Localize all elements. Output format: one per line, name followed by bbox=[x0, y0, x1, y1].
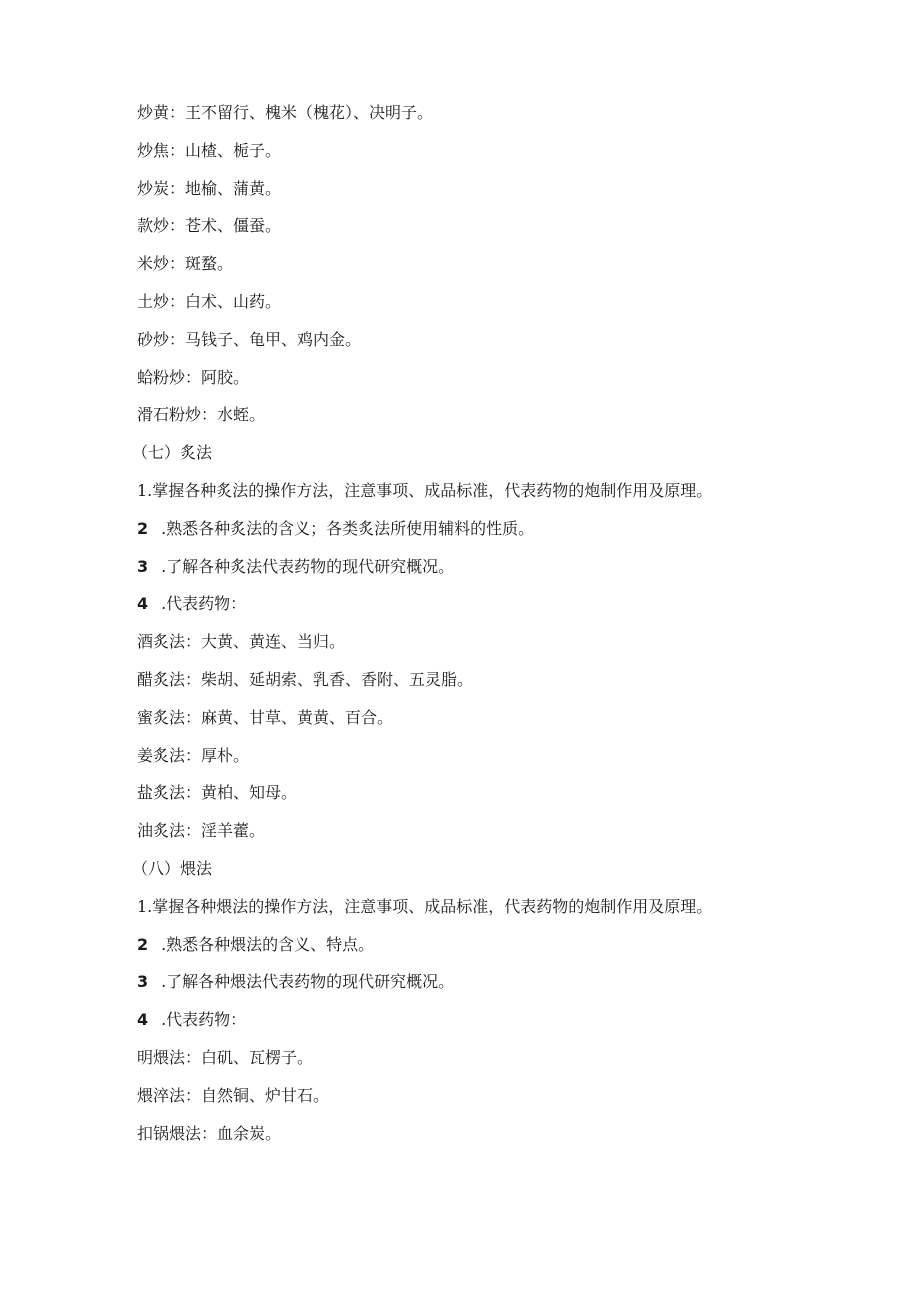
text-line: 砂炒：马钱子、龟甲、鸡内金。 bbox=[137, 329, 362, 349]
list-number: 4 bbox=[137, 1010, 149, 1030]
list-item-4 bbox=[137, 591, 837, 629]
text-line: 煨淬法：自然铜、炉甘石。 bbox=[137, 1085, 330, 1105]
list-number: 2 bbox=[137, 934, 149, 954]
text-line: 盐炙法：黄柏、知母。 bbox=[137, 783, 298, 803]
list-item-text: .了解各种炙法代表药物的现代研究概况。 bbox=[156, 556, 455, 576]
text-line: 炒焦：山楂、栀子。 bbox=[137, 140, 282, 160]
list-number: 2 bbox=[137, 518, 149, 538]
list-item-text: .了解各种煨法代表药物的现代研究概况。 bbox=[156, 972, 455, 992]
list-number: 3 bbox=[137, 972, 149, 992]
list-number: 3 bbox=[137, 556, 149, 576]
list-item-text: .熟悉各种炙法的含义；各类炙法所使用辅料的性质。 bbox=[156, 518, 535, 538]
text-line: 油炙法：淫羊藿。 bbox=[137, 821, 266, 841]
list-item-4 bbox=[137, 1007, 837, 1045]
text-line: 米炒：斑蝥。 bbox=[137, 254, 234, 274]
list-number: 4 bbox=[137, 594, 149, 614]
text-line: 醋炙法：柴胡、延胡索、乳香、香附、五灵脂。 bbox=[137, 669, 474, 689]
text-line: 土炒：白术、山药。 bbox=[137, 291, 282, 311]
list-item-1: 1.掌握各种煨法的操作方法，注意事项、成品标准，代表药物的炮制作用及原理。 bbox=[137, 896, 713, 916]
list-item-2 bbox=[137, 516, 837, 554]
list-item-text: .熟悉各种煨法的含义、特点。 bbox=[156, 934, 375, 954]
text-line: 款炒：苍术、僵蚕。 bbox=[137, 216, 282, 236]
document-body bbox=[132, 100, 837, 1158]
text-line: 扣锅煨法：血余炭。 bbox=[137, 1123, 282, 1143]
text-line: 炒黄：王不留行、槐米（槐花）、决明子。 bbox=[137, 103, 434, 122]
text-line: 蜜炙法：麻黄、甘草、黄黄、百合。 bbox=[137, 707, 394, 727]
text-line: 蛤粉炒：阿胶。 bbox=[137, 367, 250, 387]
text-line: 明煨法：白矶、瓦楞子。 bbox=[137, 1047, 314, 1067]
text-line: 姜炙法：厚朴。 bbox=[137, 745, 250, 765]
text-line: 炒炭：地榆、蒲黄。 bbox=[137, 178, 282, 198]
list-item-text: .代表药物： bbox=[156, 594, 247, 614]
list-item-1: 1.掌握各种炙法的操作方法，注意事项、成品标准，代表药物的炮制作用及原理。 bbox=[137, 480, 713, 500]
text-line: 酒炙法：大黄、黄连、当归。 bbox=[137, 632, 346, 652]
list-item-text: .代表药物： bbox=[156, 1010, 247, 1030]
section-heading-7: （七）炙法 bbox=[132, 443, 213, 463]
list-item-3 bbox=[137, 554, 837, 592]
section-heading-8: （八）煨法 bbox=[132, 858, 213, 878]
text-line: 滑石粉炒：水蛭。 bbox=[137, 405, 266, 425]
list-item-2 bbox=[137, 932, 837, 970]
list-item-3 bbox=[137, 969, 837, 1007]
